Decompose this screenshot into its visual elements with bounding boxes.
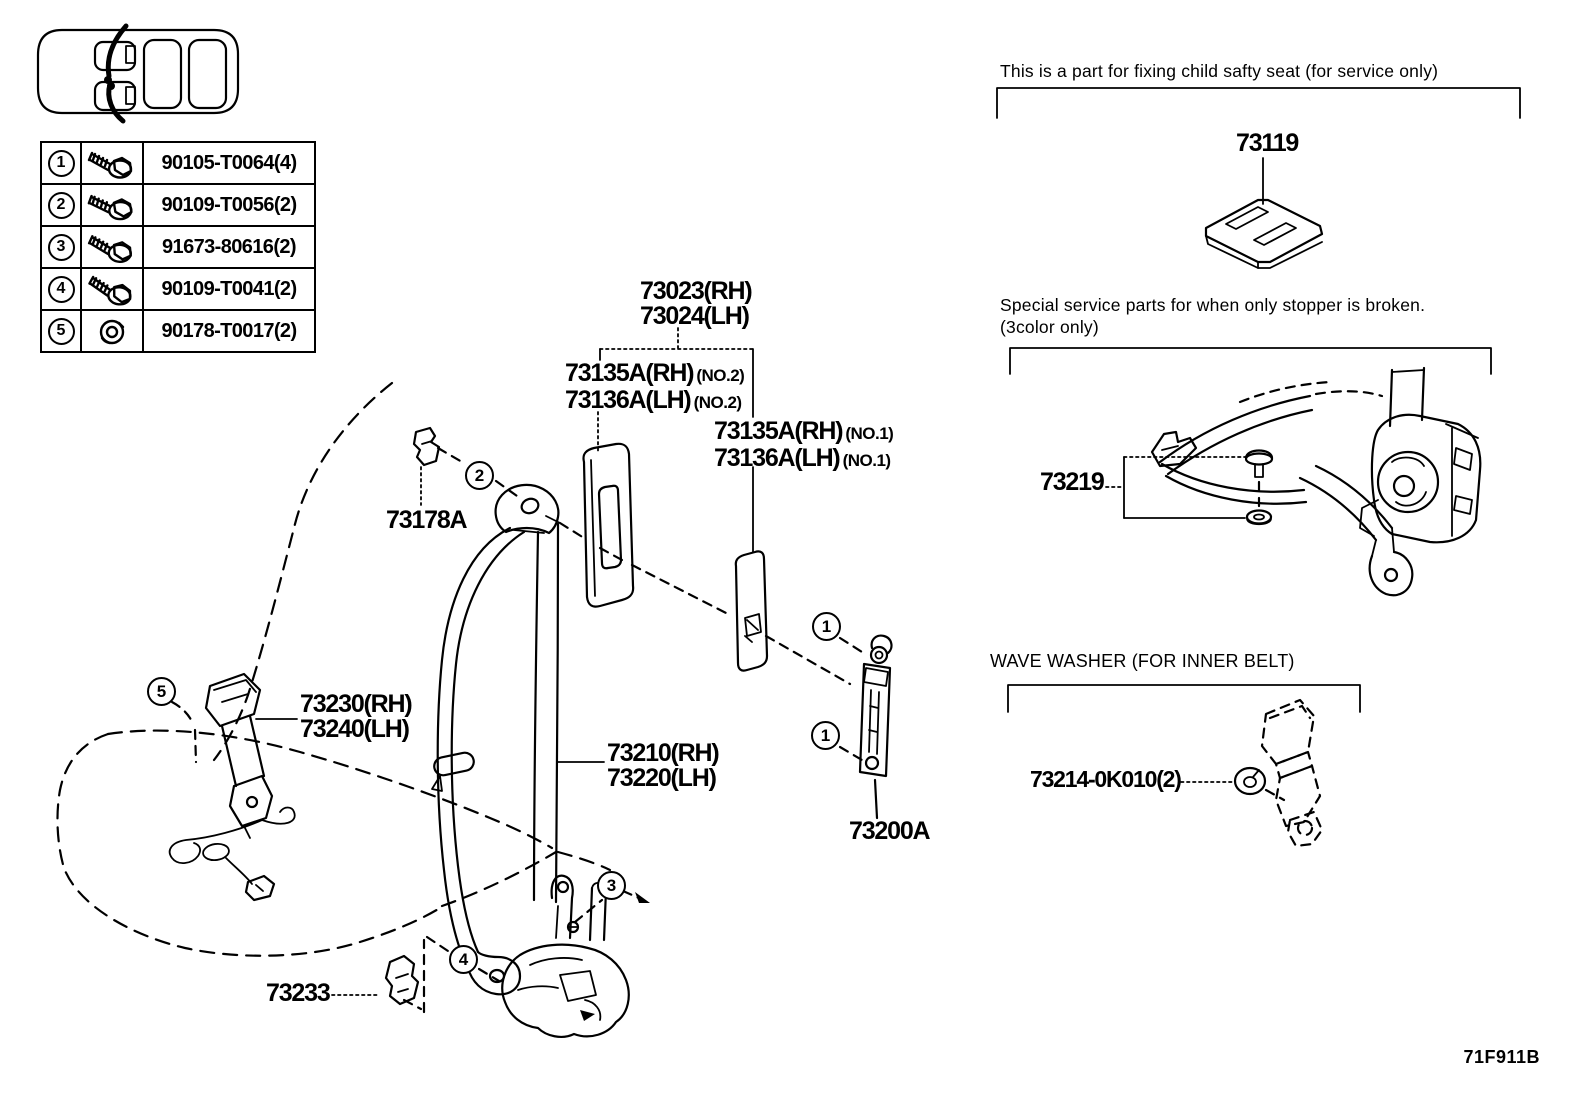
child-seat-note: This is a part for fixing child safty seat (for service only) <box>1000 61 1439 81</box>
row-number-badge: 3 <box>48 234 75 261</box>
label-73119: 73119 <box>1236 129 1299 157</box>
label-73230-73240: 73230(RH) 73240(LH) <box>300 690 412 743</box>
row-number-badge: 1 <box>48 150 75 177</box>
label-73210-73220: 73210(RH) 73220(LH) <box>607 739 719 792</box>
table-row <box>42 269 314 311</box>
row-number-badge: 5 <box>48 318 75 345</box>
special-service-note: Special service parts for when only stopper is broken. (3color only) <box>1000 295 1426 337</box>
flange-bolt-icon <box>83 188 141 222</box>
shoulder-anchor <box>496 485 560 533</box>
callout-4: 4 <box>449 945 478 974</box>
part-number: 91673-80616(2) <box>162 235 296 258</box>
table-row <box>42 311 314 351</box>
label-73233: 73233 <box>266 979 330 1007</box>
buckle-outline-dashed <box>1262 700 1322 846</box>
flange-bolt-icon <box>83 272 141 306</box>
flange-bolt-icon <box>83 146 141 180</box>
pillar-trim-no1 <box>736 551 767 670</box>
child-seat-plate <box>1206 200 1322 268</box>
table-row <box>42 143 314 185</box>
callout-3: 3 <box>597 871 626 900</box>
part-number: 90178-T0017(2) <box>161 319 297 342</box>
label-73023-73024: 73023(RH) 73024(LH) <box>640 277 752 330</box>
section-brackets <box>997 88 1520 712</box>
pillar-trim-no2 <box>583 444 633 607</box>
flange-bolt-icon <box>83 230 141 264</box>
flange-nut-icon <box>83 314 141 348</box>
inner-belt-buckle <box>170 674 295 900</box>
row-number-badge: 2 <box>48 192 75 219</box>
height-adjuster <box>860 636 891 818</box>
table-row <box>42 185 314 227</box>
car-top-view <box>38 26 238 121</box>
label-73214: 73214-0K010(2) <box>1030 766 1181 792</box>
belt-clamp <box>332 956 418 1004</box>
wave-washer-note: WAVE WASHER (FOR INNER BELT) <box>990 651 1295 671</box>
belt-hanger-clip <box>414 428 439 505</box>
drawing-code: 71F911B <box>1463 1047 1540 1067</box>
seat-outline <box>57 383 610 956</box>
front-belt-highlight <box>108 26 126 76</box>
seat-belt-webbing <box>432 524 558 994</box>
part-number: 90105-T0064(4) <box>161 151 297 174</box>
callout-5: 5 <box>147 677 176 706</box>
part-number: 90109-T0056(2) <box>161 193 297 216</box>
callout-1-lower: 1 <box>811 721 840 750</box>
callout-2: 2 <box>465 461 494 490</box>
stopper-service-kit-drawing <box>1152 368 1480 595</box>
leader-dashes <box>172 448 862 1012</box>
fastener-table <box>40 141 316 353</box>
label-73135a-no2: 73135A(RH) (NO.2) 73136A(LH) (NO.2) <box>565 359 745 414</box>
label-73178a: 73178A <box>386 506 467 534</box>
callout-1-upper: 1 <box>812 612 841 641</box>
label-73135a-no1: 73135A(RH) (NO.1) 73136A(LH) (NO.1) <box>714 417 894 472</box>
wave-washer-drawing <box>1235 700 1322 846</box>
table-row <box>42 227 314 269</box>
part-number: 90109-T0041(2) <box>161 277 297 300</box>
label-73200a: 73200A <box>849 817 930 845</box>
row-number-badge: 4 <box>48 276 75 303</box>
label-73219: 73219 <box>1040 468 1104 496</box>
